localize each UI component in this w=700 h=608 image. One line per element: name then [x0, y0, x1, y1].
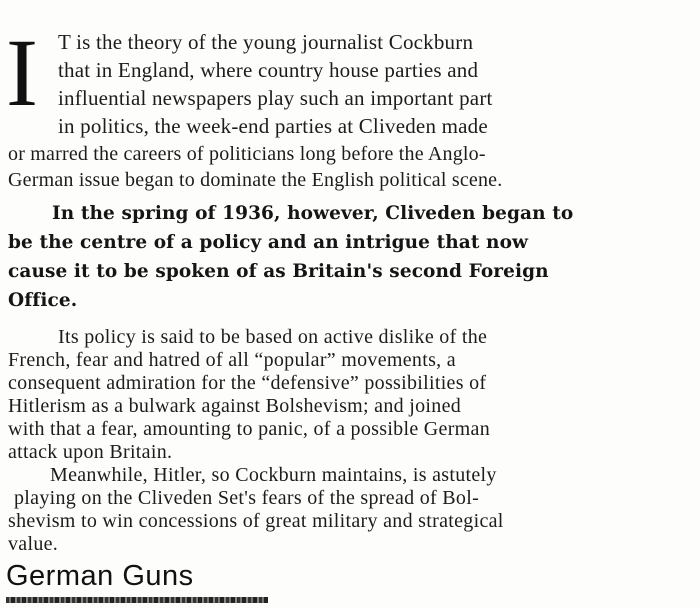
para1-line-1: T is the theory of the young journalist Cockburn [58, 30, 474, 54]
para3-line-5: with that a fear, amounting to panic, of a possible German [8, 418, 491, 440]
para2-line-1: In the spring of 1936, however, Cliveden began to [52, 203, 574, 224]
para4-line-3: shevism to win concessions of great military and strategical [8, 510, 504, 532]
para3-line-6: attack upon Britain. [8, 441, 173, 463]
para1-line-3: influential newspapers play such an important part [58, 86, 493, 110]
heading-rule [6, 597, 268, 603]
para4-line-4: value. [8, 533, 59, 555]
para4-line-2: playing on the Cliveden Set's fears of the spread of Bol- [14, 487, 480, 509]
para1-line-5: or marred the careers of politicians long before the Anglo- [8, 143, 486, 165]
para3-line-2: French, fear and hatred of all “popular” movements, a [8, 349, 456, 371]
para1-line-2: that in England, where country house parties and [58, 58, 479, 82]
para2-line-4: Office. [8, 290, 78, 311]
para3-line-1: Its policy is said to be based on active dislike of the [58, 326, 488, 348]
subheading: German Guns [6, 560, 194, 592]
para3-line-3: consequent admiration for the “defensive” possibilities of [8, 372, 487, 394]
drop-cap: I [6, 19, 38, 126]
para1-line-6: German issue began to dominate the English political scene. [8, 169, 503, 191]
para2-line-3: cause it to be spoken of as Britain's second Foreign [8, 261, 549, 282]
para1-line-4: in politics, the week-end parties at Cliveden made [58, 114, 488, 138]
para4-line-1: Meanwhile, Hitler, so Cockburn maintains, is astutely [50, 464, 497, 486]
para2-line-2: be the centre of a policy and an intrigue that now [8, 232, 529, 253]
para3-line-4: Hitlerism as a bulwark against Bolshevism; and joined [8, 395, 462, 417]
